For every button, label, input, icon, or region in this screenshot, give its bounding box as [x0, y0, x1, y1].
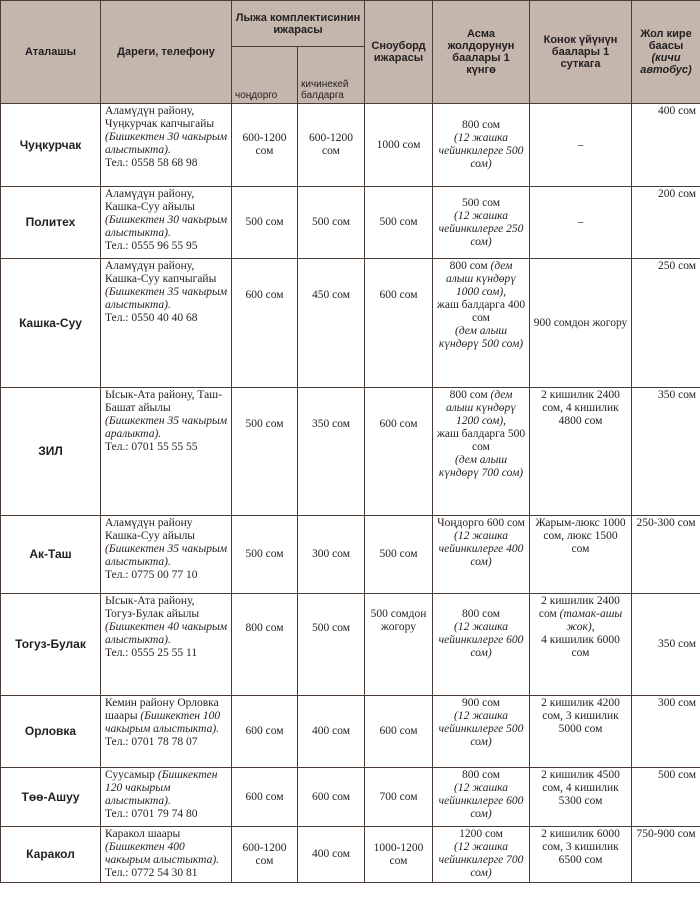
resort-address — [101, 388, 232, 516]
phone: Тел.: 0555 96 55 95 — [105, 240, 198, 252]
lift-note: (12 жашка чейинкилерге 700 сом) — [438, 841, 524, 879]
lift-text: Чоңдорго 600 сом — [437, 517, 525, 529]
lift-note: (12 жашка чейинкилерге 500 сом) — [438, 710, 524, 748]
ski-kids-price: 350 сом — [298, 388, 365, 516]
lift-note: (дем алыш күндөрү 1200 сом), — [446, 389, 517, 427]
snowboard-price: 600 сом — [365, 696, 433, 768]
ski-kids-price: 500 сом — [298, 594, 365, 696]
lift-note: (12 жашка чейинкилерге 500 сом) — [438, 132, 524, 170]
phone: Тел.: 0701 55 55 55 — [105, 441, 198, 453]
resort-name: Кашка-Суу — [1, 259, 101, 388]
phone: Тел.: 0701 78 78 07 — [105, 736, 198, 748]
lift-text: 800 сом — [461, 119, 501, 131]
travel-price: 250-300 сом — [632, 516, 700, 594]
address-text: Суусамыр — [105, 769, 155, 781]
lift-kids-text: жаш балдарга 500 сом — [436, 428, 526, 453]
travel-price: 350 сом — [632, 388, 700, 516]
resort-name: Политех — [1, 187, 101, 259]
header-lift: Асма жолдорунун баалары 1 күнгө — [433, 1, 530, 104]
room-price: 2 кишилик 4200 сом, 3 кишилик 5000 сом — [530, 696, 632, 768]
snowboard-price: 600 сом — [365, 259, 433, 388]
address-note: (Бишкектен 120 чакырым алыстыкта). — [105, 769, 218, 807]
table-row — [1, 104, 700, 187]
room-price: Жарым-люкс 1000 сом, люкс 1500 сом — [530, 516, 632, 594]
resort-name: Тогуз-Булак — [1, 594, 101, 696]
snowboard-price: 600 сом — [365, 388, 433, 516]
ski-adult-price: 500 сом — [232, 187, 298, 259]
lift-note: (12 жашка чейинкилерге 400 сом) — [438, 530, 524, 568]
room-price: 2 кишилик 4500 сом, 4 кишилик 5300 сом — [530, 768, 632, 827]
address-text: Аламүдүн району, Кашка-Суу капчыгайы — [105, 260, 217, 285]
address-note: (Бишкектен 35 чакырым аралыкта). — [105, 415, 228, 440]
address-note: (Бишкектен 100 чакырым алыстыкта). — [105, 710, 221, 735]
resort-name: Ак-Таш — [1, 516, 101, 594]
room-price — [530, 594, 632, 696]
snowboard-price: 700 сом — [365, 768, 433, 827]
lift-price — [433, 696, 530, 768]
address-note: (Бишкектен 400 чакырым алыстыкта). — [105, 841, 220, 866]
ski-kids-price: 400 сом — [298, 696, 365, 768]
resort-name: Орловка — [1, 696, 101, 768]
header-ski-rent: Лыжа комплектисинин ижарасы — [232, 1, 365, 47]
travel-price: 250 сом — [632, 259, 700, 388]
ski-adult-price: 600-1200 сом — [232, 827, 298, 883]
resort-address — [101, 259, 232, 388]
resort-address — [101, 104, 232, 187]
phone: Тел.: 0701 79 74 80 — [105, 808, 198, 820]
lift-price — [433, 187, 530, 259]
lift-text: 900 сом — [461, 697, 501, 709]
address-text: Каракол шаары — [105, 828, 181, 840]
ski-adult-price: 500 сом — [232, 516, 298, 594]
address-note: (Бишкектен 35 чакырым алыстыкта). — [105, 543, 228, 568]
lift-price — [433, 259, 530, 388]
header-travel-label: Жол кире баасы — [640, 28, 692, 52]
lift-kids-note: (дем алыш күндөрү 500 сом) — [438, 325, 524, 350]
resort-address — [101, 187, 232, 259]
address-text: Аламүдүн району Кашка-Суу айылы — [105, 517, 196, 542]
lift-kids-text: жаш балдарга 400 сом — [436, 299, 526, 324]
snowboard-price: 500 сом — [365, 187, 433, 259]
address-text: Ысык-Ата району, Таш-Башат айылы — [105, 389, 222, 414]
room-text: 2 кишилик 2400 сом — [538, 595, 620, 620]
table-row — [1, 388, 700, 516]
address-text: Кемин району Орловка шаары — [105, 697, 219, 722]
ski-adult-price: 600 сом — [232, 768, 298, 827]
ski-adult-price: 500 сом — [232, 388, 298, 516]
ski-adult-price: 800 сом — [232, 594, 298, 696]
room-text-2: 4 кишилик 6000 сом — [541, 634, 620, 659]
header-address: Дареги, телефону — [101, 1, 232, 104]
ski-kids-price: 500 сом — [298, 187, 365, 259]
travel-price: 300 сом — [632, 696, 700, 768]
address-text: Аламүдүн району, Кашка-Суу айылы — [105, 188, 196, 213]
travel-price: 400 сом — [632, 104, 700, 187]
table-row — [1, 768, 700, 827]
ski-kids-price: 300 сом — [298, 516, 365, 594]
resort-name: Чуңкурчак — [1, 104, 101, 187]
resort-address — [101, 516, 232, 594]
resort-address — [101, 594, 232, 696]
lift-text: 800 сом — [449, 389, 488, 401]
table-row — [1, 259, 700, 388]
phone: Тел.: 0555 25 55 11 — [105, 647, 198, 659]
travel-price: 750-900 сом — [632, 827, 700, 883]
lift-price — [433, 104, 530, 187]
travel-price: 350 сом — [632, 594, 700, 696]
address-note: (Бишкектен 35 чакырым алыстыкта). — [105, 286, 228, 311]
ski-kids-price: 450 сом — [298, 259, 365, 388]
ski-kids-price: 600 сом — [298, 768, 365, 827]
header-ski-kids: кичинекей балдарга — [298, 47, 365, 104]
room-price: 2 кишилик 2400 сом, 4 кишилик 4800 сом — [530, 388, 632, 516]
lift-text: 1200 сом — [459, 828, 503, 840]
resort-name: ЗИЛ — [1, 388, 101, 516]
snowboard-price: 500 сомдон жогору — [365, 594, 433, 696]
room-price: 2 кишилик 6000 сом, 3 кишилик 6500 сом — [530, 827, 632, 883]
resort-name: Төө-Ашуу — [1, 768, 101, 827]
resort-address — [101, 827, 232, 883]
phone: Тел.: 0550 40 40 68 — [105, 312, 198, 324]
table-row — [1, 594, 700, 696]
lift-price — [433, 827, 530, 883]
lift-text: 800 сом — [461, 769, 501, 781]
snowboard-price: 1000 сом — [365, 104, 433, 187]
lift-price — [433, 768, 530, 827]
header-room: Конок үйүнүн баалары 1 суткага — [530, 1, 632, 104]
header-travel — [632, 1, 700, 104]
address-note: (Бишкектен 30 чакырым алыстыкта). — [105, 131, 228, 156]
travel-price: 200 сом — [632, 187, 700, 259]
table-row — [1, 696, 700, 768]
address-text: Аламүдүн району, Чуңкурчак капчыгайы — [105, 105, 215, 130]
resort-address — [101, 768, 232, 827]
ski-adult-price: 600 сом — [232, 259, 298, 388]
address-note: (Бишкектен 40 чакырым алыстыкта). — [105, 621, 228, 646]
ski-kids-price: 400 сом — [298, 827, 365, 883]
ski-adult-price: 600-1200 сом — [232, 104, 298, 187]
phone: Тел.: 0775 00 77 10 — [105, 569, 198, 581]
lift-text: 500 сом — [461, 196, 501, 209]
phone: Тел.: 0558 58 68 98 — [105, 157, 198, 169]
table-row — [1, 827, 700, 883]
address-note: (Бишкектен 30 чакырым алыстыкта). — [105, 214, 228, 239]
lift-text: 800 сом — [449, 260, 488, 272]
lift-price — [433, 388, 530, 516]
lift-text: 800 сом — [461, 608, 501, 620]
ski-adult-price: 600 сом — [232, 696, 298, 768]
resort-name: Каракол — [1, 827, 101, 883]
table-row — [1, 187, 700, 259]
phone: Тел.: 0772 54 30 81 — [105, 867, 198, 879]
address-text: Ысык-Ата району, Тогуз-Булак айылы — [105, 595, 200, 620]
lift-note: (12 жашка чейинкилерге 600 сом) — [438, 621, 524, 659]
lift-note: (12 жашка чейинкилерге 250 сом) — [438, 209, 524, 248]
lift-note: (дем алыш күндөрү 1000 сом), — [446, 260, 517, 298]
lift-price — [433, 516, 530, 594]
header-travel-note: (кичи автобус) — [640, 52, 692, 76]
room-price: – — [530, 104, 632, 187]
snowboard-price: 500 сом — [365, 516, 433, 594]
snowboard-price: 1000-1200 сом — [365, 827, 433, 883]
lift-price — [433, 594, 530, 696]
ski-kids-price: 600-1200 сом — [298, 104, 365, 187]
header-name: Аталашы — [1, 1, 101, 104]
room-price: 900 сомдон жогору — [530, 259, 632, 388]
room-price: – — [530, 187, 632, 259]
table-row — [1, 516, 700, 594]
resort-address — [101, 696, 232, 768]
lift-kids-note: (дем алыш күндөрү 700 сом) — [438, 454, 524, 479]
room-note: (тамак-ашы жок), — [559, 608, 623, 633]
lift-note: (12 жашка чейинкилерге 600 сом) — [438, 782, 524, 820]
header-ski-adult: чоңдорго — [232, 47, 298, 104]
travel-price: 500 сом — [632, 768, 700, 827]
header-snowboard: Сноуборд ижарасы — [365, 1, 433, 104]
